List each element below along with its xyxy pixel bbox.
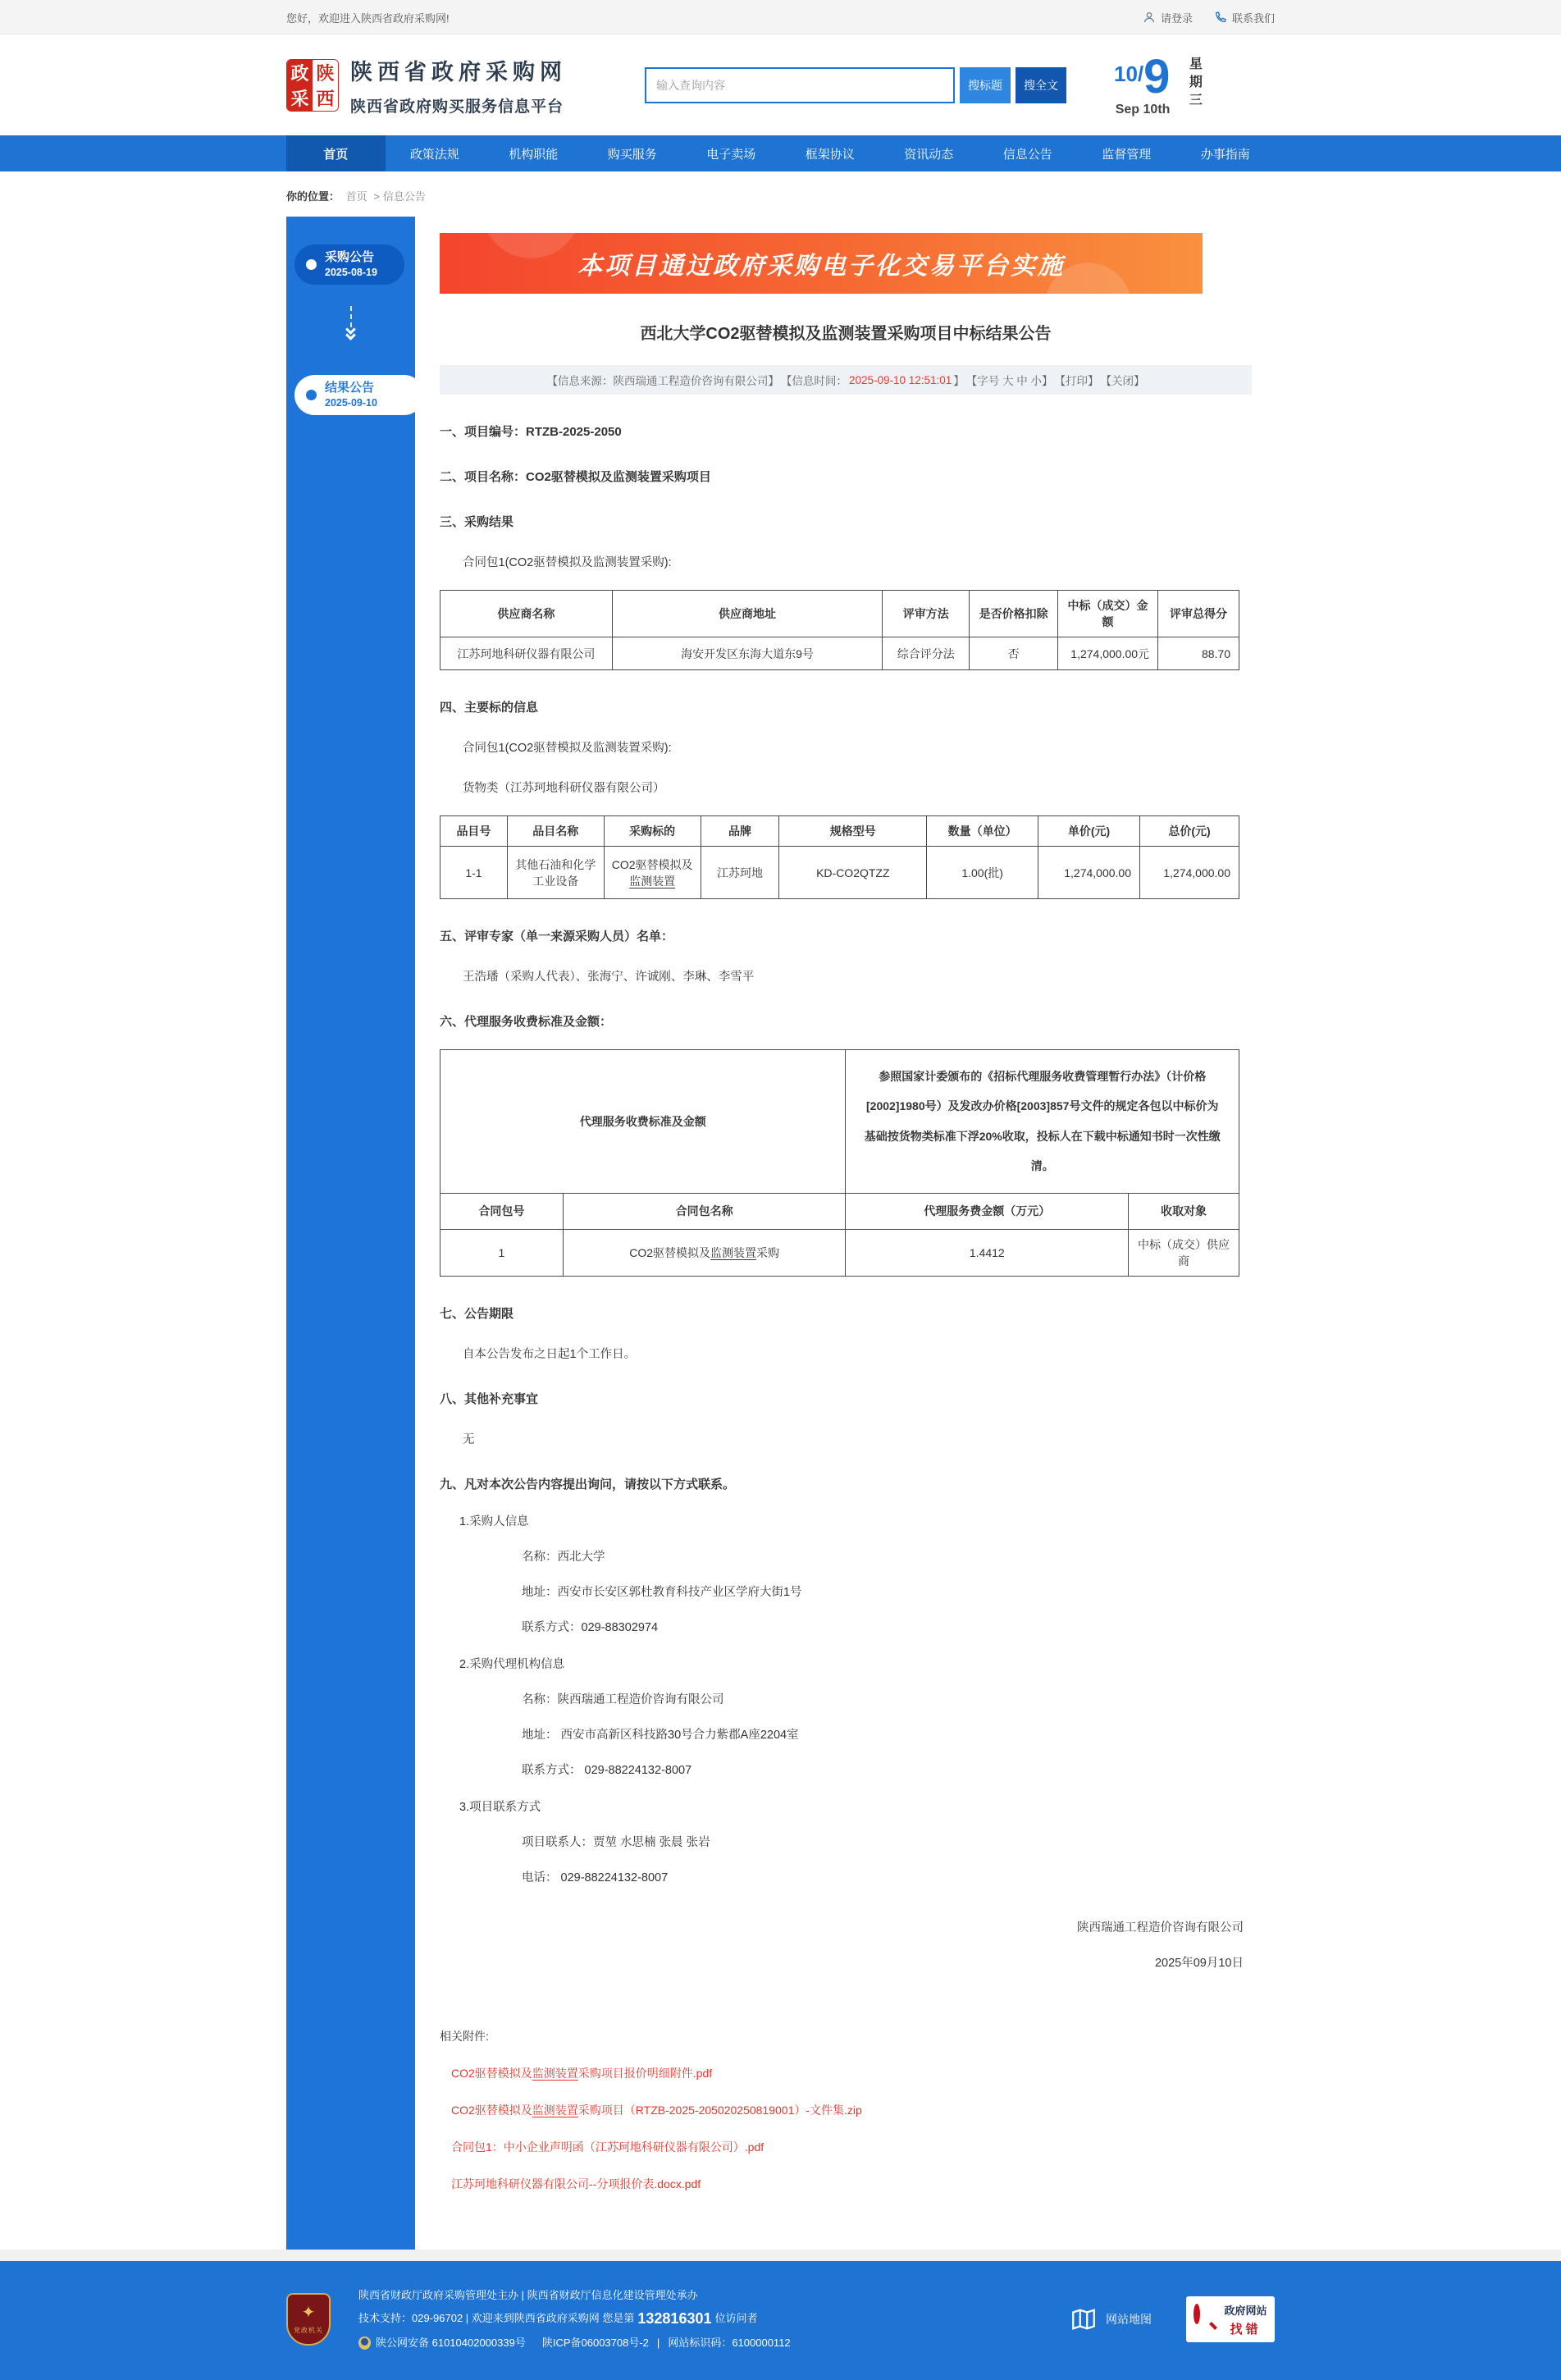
print-button[interactable]: 【打印】: [1054, 375, 1099, 387]
price-deduction: 否: [970, 637, 1058, 670]
section-inquiries: 九、凡对本次公告内容提出询问，请按以下方式联系。: [440, 1477, 736, 1491]
attachment-link[interactable]: 江苏珂地科研仪器有限公司--分项报价表.docx.pdf: [451, 2177, 701, 2190]
welcome-text: 您好，欢迎进入陕西省政府采购网!: [286, 11, 450, 25]
model-number: KD-CO2QTZZ: [779, 847, 927, 899]
table-row: [440, 1229, 1239, 1276]
agency-fee-table: 代理服务收费标准及金额 参照国家计委颁布的《招标代理服务收费管理暂行办法》（计价格[2002]1980号）及发改办价格[2003]857号文件的规定各包以中标价为基础按货物类标准下浮20%收取，投标人在下载中标通知书时一次性缴清。 合同包号 合同包名称 代理服务费金额（万元） 收取对象 1 CO2驱替模拟及监测装置采购 1.4412 中标（成交）供应商: [440, 1049, 1239, 1277]
nav-item-supervision[interactable]: 监督管理: [1102, 147, 1152, 162]
date-day: 9: [1143, 49, 1171, 103]
attachments: [440, 2028, 1252, 2192]
section-other-matters: 八、其他补充事宜: [440, 1391, 539, 1406]
procurement-target: CO2驱替模拟及监测装置: [604, 847, 701, 899]
breadcrumb-current[interactable]: 信息公告: [382, 190, 426, 203]
section-main-bid-info: 四、主要标的信息: [440, 701, 539, 715]
site-title: 陕西省政府采购网: [350, 59, 567, 85]
search-bar: [645, 67, 1066, 103]
experts-list: 王浩璠（采购人代表）、张海宁、许诚刚、李琳、李雪平: [463, 971, 755, 984]
info-time-label: 【信息时间：: [780, 375, 847, 387]
timeline-dot: [306, 390, 317, 400]
site-footer: ✦ 党政机关 陕西省财政厅政府采购管理处主办 | 陕西省财政厅信息化建设管理处承办 技术支持：029-96702 | 欢迎来到陕西省政府采购网 您是第 132816301 位访问者 陕公网安备 61010402000339号 陕ICP备06003708号-2 | 网站标识码：6100000112 网站地图 政府网站 找错: [0, 2261, 1561, 2380]
agency-phone: 联系方式： 029-88224132-8007: [522, 1763, 692, 1777]
bid-items-table: 品目号 品目名称 采购标的 品牌 规格型号 数量（单位） 单价(元) 总价(元) 1-1 其他石油和化学工业设备 CO2驱替模拟及监测装置 江苏珂地 KD-CO2QTZZ 1.00(批) 1,274,000.00 1,274,000.00: [440, 815, 1239, 899]
sidebar-item-procurement-notice[interactable]: 采购公告 2025-08-19: [294, 244, 404, 285]
purchaser-name: 名称：西北大学: [522, 1550, 605, 1564]
keyword-link[interactable]: 监测装置: [710, 1245, 757, 1259]
info-time-value: 2025-09-10 12:51:01: [848, 373, 952, 386]
search-title-button[interactable]: 搜标题: [960, 67, 1011, 103]
section-project-name: 二、项目名称：CO2驱替模拟及监测装置采购项目: [440, 470, 711, 484]
section-experts: 五、评审专家（单一来源采购人员）名单：: [440, 930, 674, 943]
nav-item-emall[interactable]: 电子卖场: [706, 147, 756, 162]
attachment-link[interactable]: CO2驱替模拟及监测装置采购项目（RTZB-2025-205020250819001）-文件集.zip: [451, 2103, 862, 2117]
table-row: [440, 847, 1239, 899]
sitemap-link[interactable]: 网站地图: [1070, 2305, 1152, 2333]
nav-item-policy[interactable]: 政策法规: [409, 147, 459, 162]
review-score: 88.70: [1158, 637, 1239, 670]
attachment-link[interactable]: 合同包1：中小企业声明函（江苏珂地科研仪器有限公司）.pdf: [451, 2140, 765, 2154]
project-contact-title: 3.项目联系方式: [459, 1800, 541, 1814]
government-emblem-icon: ✦ 党政机关: [286, 2293, 331, 2346]
icp-filing-link[interactable]: 陕ICP备06003708号-2: [541, 2337, 649, 2350]
project-phone: 电话： 029-88224132-8007: [522, 1871, 669, 1884]
breadcrumb-prefix: 你的位置：: [286, 190, 340, 203]
site-code: 网站标识码：6100000112: [668, 2337, 791, 2350]
search-input[interactable]: [645, 67, 955, 103]
nav-item-functions[interactable]: 机构职能: [509, 147, 559, 162]
nav-item-home[interactable]: 首页: [286, 135, 386, 171]
etrading-platform-banner: 本项目通过政府采购电子化交易平台实施: [440, 233, 1203, 294]
supplier-name: 江苏珂地科研仪器有限公司: [440, 637, 613, 670]
login-link[interactable]: 请登录: [1143, 10, 1193, 25]
footer-support-line: 技术支持：029-96702 | 欢迎来到陕西省政府采购网 您是第 132816301 位访问者: [358, 2309, 758, 2327]
agency-fee-amount: 1.4412: [846, 1229, 1129, 1276]
fee-standard-description: 参照国家计委颁布的《招标代理服务收费管理暂行办法》（计价格[2002]1980号）及发改办价格[2003]857号文件的规定各包以中标价为基础按货物类标准下浮20%收取，投标人在下载中标通知书时一次性缴清。: [846, 1050, 1239, 1194]
package-name: CO2驱替模拟及监测装置采购: [563, 1229, 846, 1276]
fee-payer: 中标（成交）供应商: [1129, 1229, 1239, 1276]
other-matters-body: 无: [463, 1432, 475, 1446]
footer-organizer-line: 陕西省财政厅政府采购管理处主办 | 陕西省财政厅信息化建设管理处承办: [358, 2288, 698, 2301]
contract-package-line-2: 合同包1(CO2驱替模拟及监测装置采购):: [463, 742, 672, 755]
attachment-link[interactable]: CO2驱替模拟及监测装置采购项目报价明细附件.pdf: [451, 2066, 713, 2080]
contact-us-link[interactable]: 联系我们: [1214, 10, 1275, 25]
weekday-label: 星期三: [1187, 56, 1202, 111]
magnifier-icon: [1194, 2307, 1218, 2332]
supplier-address: 海安开发区东海大道东9号: [612, 637, 883, 670]
goods-category-line: 货物类（江苏珂地科研仪器有限公司）: [463, 782, 665, 795]
nav-item-framework[interactable]: 框架协议: [805, 147, 855, 162]
total-price: 1,274,000.00: [1139, 847, 1239, 899]
item-number: 1-1: [440, 847, 508, 899]
quantity: 1.00(批): [927, 847, 1038, 899]
review-method: 综合评分法: [883, 637, 970, 670]
timeline-dot: [306, 259, 317, 270]
agency-address: 地址： 西安市高新区科技路30号合力紫郡A座2204室: [522, 1728, 799, 1742]
map-icon: [1070, 2305, 1098, 2333]
main-nav: [0, 135, 1561, 171]
close-button[interactable]: 【关闭】: [1100, 375, 1145, 387]
unit-price: 1,274,000.00: [1038, 847, 1140, 899]
agency-info-title: 2.采购代理机构信息: [459, 1657, 565, 1671]
breadcrumb-separator: >: [373, 190, 380, 203]
search-fulltext-button[interactable]: 搜全文: [1016, 67, 1066, 103]
timeline-sidebar: [286, 217, 415, 2250]
section-procurement-result: 三、采购结果: [440, 515, 514, 529]
info-source: 【信息来源：陕西瑞通工程造价咨询有限公司】: [546, 375, 779, 387]
signature-date: 2025年09月10日: [1154, 1956, 1244, 1970]
police-badge-icon: [358, 2337, 371, 2350]
user-icon: [1143, 11, 1156, 24]
site-logo[interactable]: 政 陕 采 西: [286, 59, 339, 112]
purchaser-phone: 联系方式：029-88302974: [522, 1620, 659, 1634]
item-category: 其他石油和化学工业设备: [507, 847, 604, 899]
date-english: Sep 10th: [1115, 102, 1171, 116]
signature-block: [440, 1918, 1252, 1971]
award-amount: 1,274,000.00元: [1058, 637, 1158, 670]
supplier-result-table: 供应商名称 供应商地址 评审方法 是否价格扣除 中标（成交）金额 评审总得分 江苏珂地科研仪器有限公司 海安开发区东海大道东9号 综合评分法 否 1,274,000.00元 88.70: [440, 590, 1239, 670]
nav-item-announcements[interactable]: 信息公告: [1002, 147, 1052, 162]
table-row: [440, 637, 1239, 670]
purchaser-address: 地址：西安市长安区郭杜教育科技产业区学府大街1号: [522, 1585, 802, 1599]
site-header: [0, 34, 1561, 135]
sidebar-item-result-notice[interactable]: 结果公告 2025-09-10: [294, 375, 424, 415]
attachments-title: 相关附件:: [440, 2029, 489, 2043]
project-contacts: 项目联系人：贾堃 水思楠 张晨 张岩: [522, 1835, 710, 1849]
date-month: 10/: [1114, 61, 1144, 86]
purchaser-info-title: 1.采购人信息: [459, 1514, 529, 1528]
keyword-link[interactable]: 监测装置: [629, 874, 676, 888]
package-number: 1: [440, 1229, 564, 1276]
brand: 江苏珂地: [701, 847, 779, 899]
nav-item-guide[interactable]: 办事指南: [1200, 147, 1250, 162]
article-main: [415, 217, 1275, 2250]
phone-icon: [1214, 11, 1227, 24]
site-subtitle: 陕西省政府购买服务信息平台: [350, 98, 564, 116]
security-filing-link[interactable]: 陕公网安备 61010402000339号: [376, 2337, 526, 2350]
footer-spacer: [0, 2250, 1561, 2261]
signature-company: 陕西瑞通工程造价咨询有限公司: [1077, 1921, 1244, 1935]
article-meta-bar: 【信息来源：陕西瑞通工程造价咨询有限公司】 【信息时间： 2025-09-10 12:51:01 】 【字号 大 中 小】 【打印】 【关闭】: [440, 365, 1252, 395]
nav-item-purchase-service[interactable]: 购买服务: [607, 147, 657, 162]
fee-standard-label: 代理服务收费标准及金额: [440, 1050, 846, 1194]
contract-package-line: 合同包1(CO2驱替模拟及监测装置采购):: [463, 556, 672, 569]
font-size-controls[interactable]: 【字号 大 中 小】: [965, 375, 1053, 387]
visitor-counter: 132816301: [637, 2309, 712, 2327]
date-widget: [1114, 49, 1241, 117]
announcement-period-body: 自本公告发布之日起1个工作日。: [463, 1347, 637, 1361]
breadcrumb-home[interactable]: 首页: [345, 190, 367, 203]
breadcrumb: [286, 171, 1275, 217]
page-title: 西北大学CO2驱替模拟及监测装置采购项目中标结果公告: [640, 325, 1052, 343]
nav-item-news[interactable]: 资讯动态: [904, 147, 954, 162]
timeline-arrow-icon: [286, 306, 415, 339]
section-project-number: 一、项目编号：RTZB-2025-2050: [440, 425, 622, 439]
agency-name: 名称：陕西瑞通工程造价咨询有限公司: [522, 1692, 724, 1706]
section-agency-fee: 六、代理服务收费标准及金额：: [440, 1015, 613, 1029]
topbar: [0, 0, 1561, 34]
section-announcement-period: 七、公告期限: [440, 1306, 514, 1321]
gov-site-error-report-button[interactable]: 政府网站 找错: [1186, 2296, 1275, 2342]
